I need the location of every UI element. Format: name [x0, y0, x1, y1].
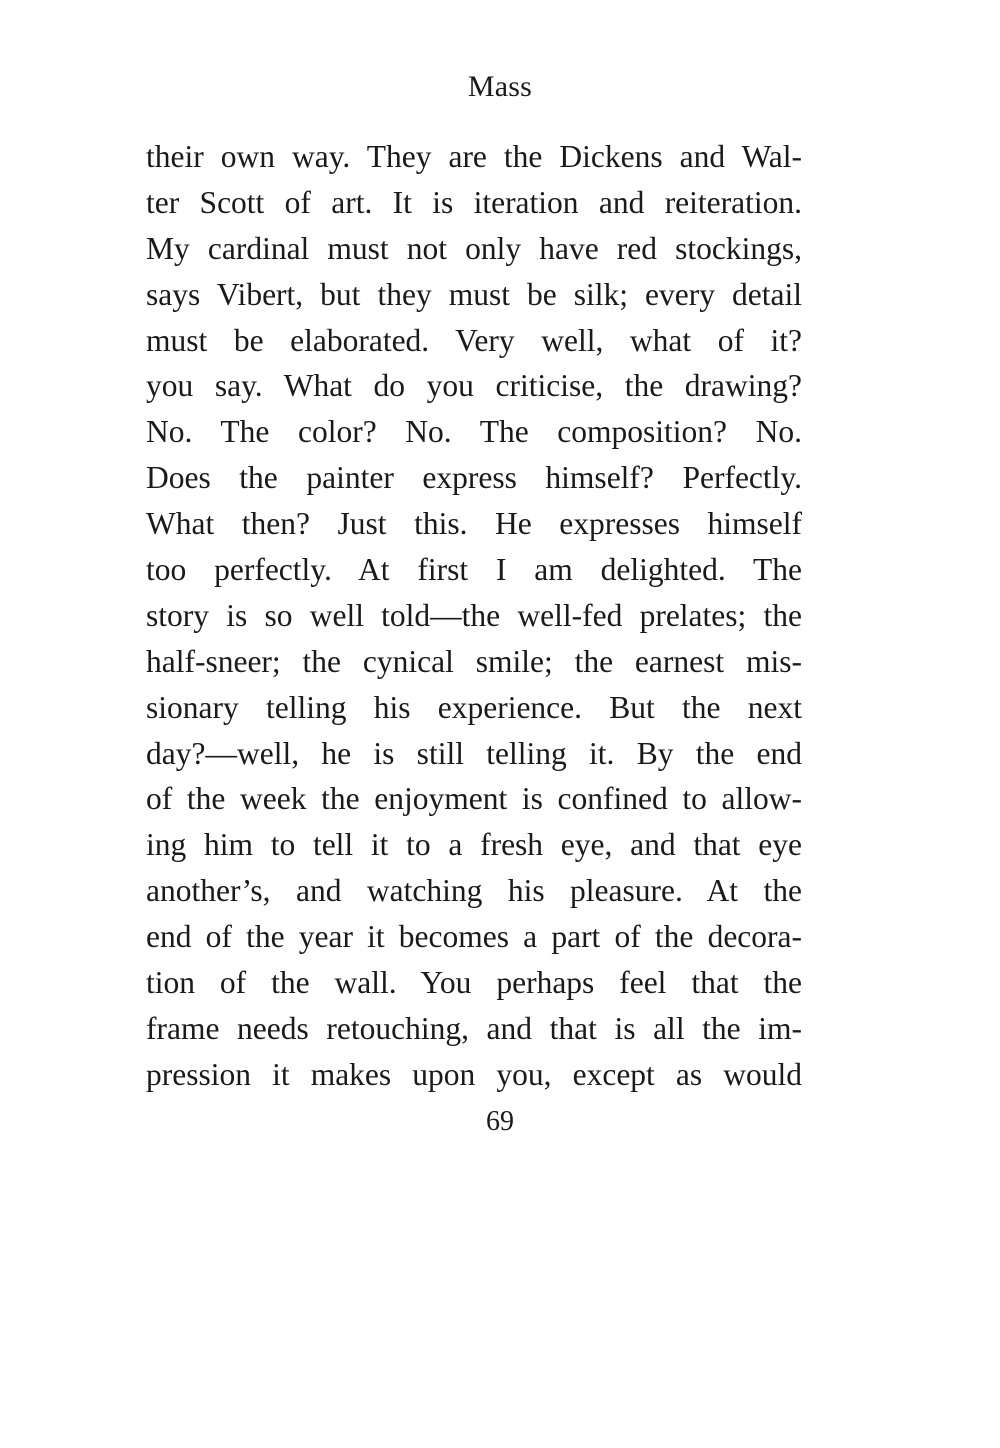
text-line: another’s, and watching his pleasure. At the	[146, 873, 802, 909]
text-line: ter Scott of art. It is iteration and reiteration.	[146, 184, 802, 220]
text-line: you say. What do you criticise, the drawing?	[146, 368, 802, 404]
body-text	[146, 134, 802, 1098]
text-line: sionary telling his experience. But the next	[146, 689, 802, 725]
text-line: of the week the enjoyment is confined to allow-	[146, 781, 802, 817]
text-line: day?—well, he is still telling it. By the end	[146, 735, 802, 771]
text-line: their own way. They are the Dickens and Wal-	[146, 139, 802, 174]
text-line: frame needs retouching, and that is all the im-	[146, 1010, 802, 1046]
text-line: story is so well told—the well-fed prelates; the	[146, 597, 802, 633]
text-line: My cardinal must not only have red stockings,	[146, 230, 802, 266]
text-line: No. The color? No. The composition? No.	[146, 414, 802, 450]
text-line: pression it makes upon you, except as would	[146, 1056, 802, 1092]
text-line: Does the painter express himself? Perfectly.	[146, 460, 802, 496]
text-line: says Vibert, but they must be silk; every detail	[146, 276, 802, 312]
text-line: half-sneer; the cynical smile; the earnest mis-	[146, 643, 802, 679]
text-line: ing him to tell it to a fresh eye, and that eye	[146, 827, 802, 863]
text-line: What then? Just this. He expresses himself	[146, 506, 802, 542]
text-line: end of the year it becomes a part of the decora-	[146, 919, 802, 955]
text-line: must be elaborated. Very well, what of it?	[146, 322, 802, 358]
text-line: tion of the wall. You perhaps feel that the	[146, 965, 802, 1001]
running-head: Mass	[467, 70, 533, 103]
text-line: too perfectly. At first I am delighted. The	[146, 552, 802, 588]
page-number: 69	[486, 1106, 514, 1137]
